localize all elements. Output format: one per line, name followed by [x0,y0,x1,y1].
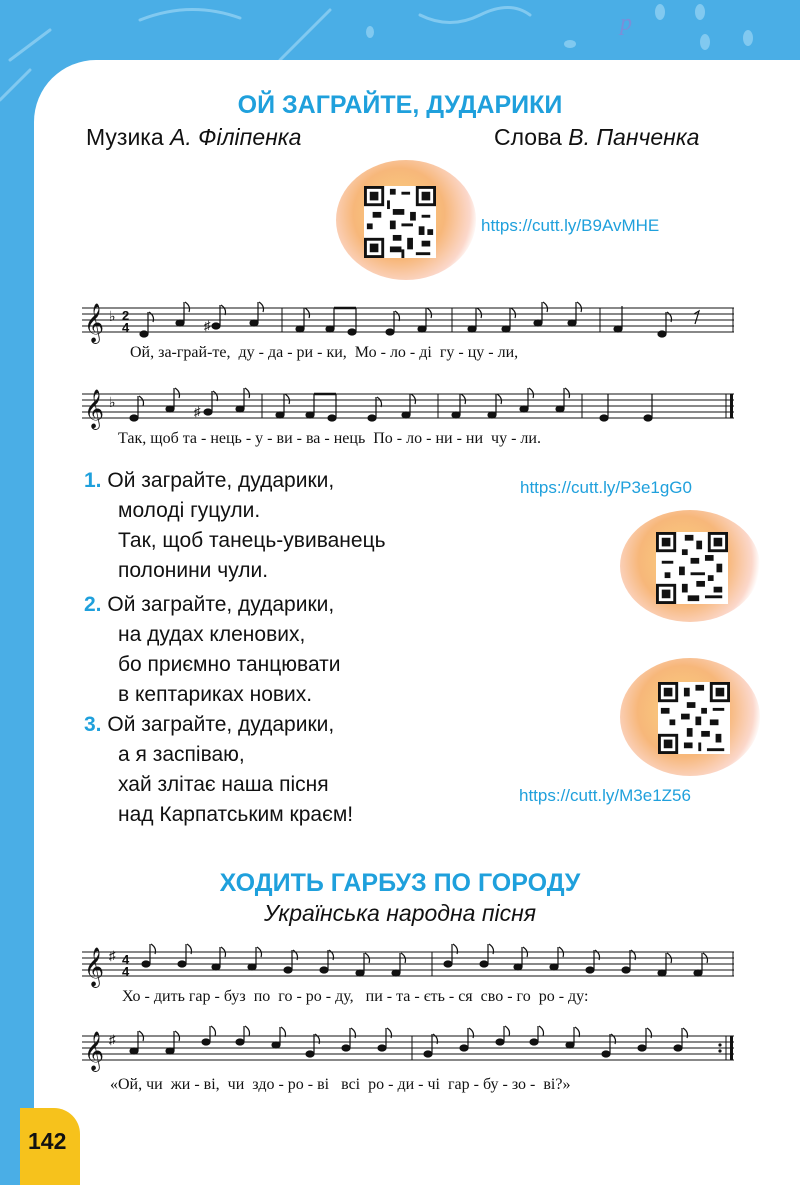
qr-link-3[interactable]: https://cutt.ly/M3e1Z56 [519,786,691,805]
svg-text:♯: ♯ [109,948,116,963]
page-number-tab [20,1108,80,1185]
qr-link-2[interactable]: https://cutt.ly/P3e1gG0 [520,478,692,497]
qr-code-2[interactable] [620,510,760,622]
svg-text:𝄞: 𝄞 [84,947,105,987]
music-staff-2 [82,382,734,432]
svg-text:𝄞: 𝄞 [84,303,105,343]
verse-1: 1. Ой заграйте, дударики, молоді гуцули. Так, щоб танець-увиванець полонини чули. [84,469,386,582]
song2-lyrics-line-2: «Ой, чи жи - ві, чи здо - ро - ві всі ро - ди - чі гар - бу - зо - ві?» [110,1076,571,1093]
svg-text:4: 4 [122,964,130,979]
words-credit: Слова В. Панченка [494,124,700,150]
music-credit: Музика А. Філіпенка [86,124,302,150]
music-staff-3 [82,940,734,990]
qr-code-icon [364,186,436,258]
verse-number: 1. [84,469,102,492]
svg-text:𝄞: 𝄞 [84,389,105,429]
svg-text:2: 2 [122,308,130,323]
verse-3: 3. Ой заграйте, дударики, а я заспіваю, хай злітає наша пісня над Карпатським краєм! [84,713,354,826]
song1-lyrics-line-1: Ой, за-грай-те, ду - да - ри - ки, Мо - ло - ді гу - цу - ли, [130,344,519,361]
song-subtitle-2: Українська народна пісня [263,900,537,926]
svg-text:♯: ♯ [194,404,201,419]
svg-text:♭: ♭ [109,309,116,325]
svg-text:4: 4 [122,952,130,967]
svg-text:♯: ♯ [109,1032,116,1047]
svg-text:♭: ♭ [109,395,116,411]
svg-text:♯: ♯ [204,318,211,333]
music-staff-1 [82,296,734,346]
qr-code-icon [658,682,730,754]
qr-code-3[interactable] [620,658,760,776]
verse-number: 3. [84,713,102,736]
song-title-1: ОЙ ЗАГРАЙТЕ, ДУДАРИКИ [237,91,563,119]
song2-lyrics-line-1: Хо - дить гар - буз по го - ро - ду, пи - та - єть - ся сво - го ро - ду: [122,988,589,1005]
qr-link-1[interactable]: https://cutt.ly/B9AvMHE [481,216,660,235]
qr-code-icon [656,532,728,604]
song1-lyrics-line-2: Так, щоб та - нець - у - ви - ва - нець По - ло - ни - ни чу - ли. [118,430,541,447]
svg-text:p: p [620,10,632,36]
svg-text:4: 4 [122,320,130,335]
svg-text:𝄞: 𝄞 [84,1031,105,1071]
verse-2: 2. Ой заграйте, дударики, на дудах кленових, бо приємно танцювати в кептариках нових. [84,593,341,706]
verse-number: 2. [84,593,102,616]
song-title-2: ХОДИТЬ ГАРБУЗ ПО ГОРОДУ [219,869,581,897]
music-staff-4 [82,1024,734,1074]
page-number: 142 [28,1128,67,1154]
qr-code-1[interactable] [336,160,476,280]
